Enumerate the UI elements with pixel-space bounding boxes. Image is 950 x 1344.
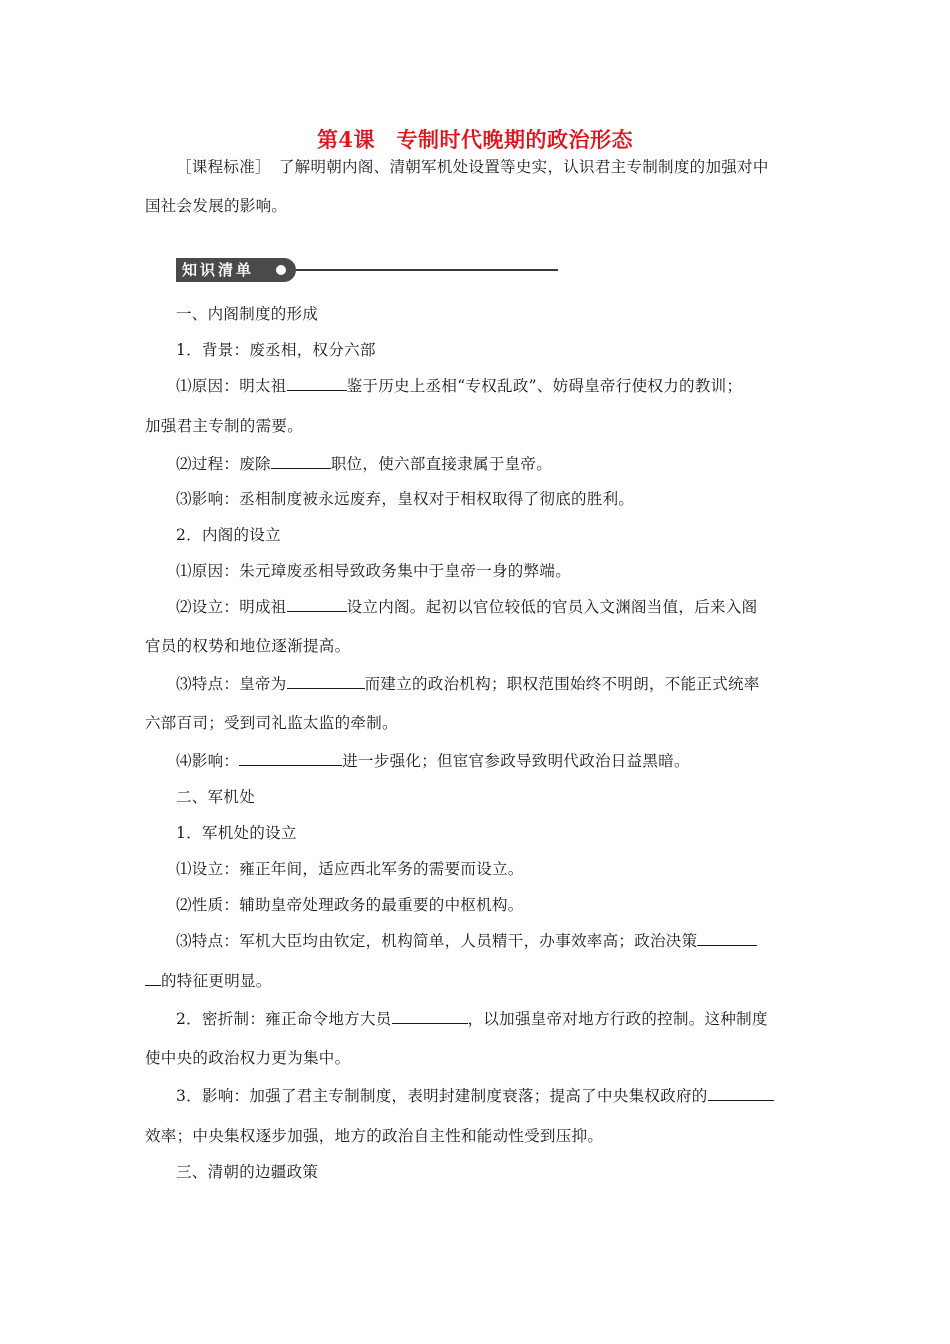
fill-blank[interactable] <box>392 1009 468 1024</box>
lesson-title: 第4课 专制时代晚期的政治形态 <box>316 127 634 152</box>
paragraph: 2．密折制：雍正命令地方大员 ，以加强皇帝对地方行政的控制。这种制度 <box>176 1010 768 1028</box>
paragraph: ⑵设立：明成祖 设立内阁。起初以官位较低的官员入文渊阁当值，后来入阁 <box>176 598 758 616</box>
paragraph: ⑷影响： 进一步强化；但宦官参政导致明代政治日益黑暗。 <box>176 752 690 770</box>
paragraph: 1．军机处的设立 <box>176 824 297 842</box>
bullet-dot-icon <box>276 265 286 275</box>
banner-divider <box>296 269 558 271</box>
paragraph: 1．背景：废丞相，权分六部 <box>176 341 376 359</box>
fill-blank[interactable] <box>287 674 365 689</box>
paragraph: ⑴设立：雍正年间，适应西北军务的需要而设立。 <box>176 860 524 878</box>
paragraph: 六部百司；受到司礼监太监的牵制。 <box>145 714 398 732</box>
knowledge-list-banner <box>176 258 296 282</box>
paragraph: 使中央的政治权力更为集中。 <box>145 1049 351 1067</box>
paragraph: 官员的权势和地位逐渐提高。 <box>145 637 351 655</box>
paragraph: 效率；中央集权逐步加强，地方的政治自主性和能动性受到压抑。 <box>145 1127 604 1145</box>
fill-blank[interactable] <box>287 376 347 391</box>
banner-label: 知识清单 <box>182 261 255 279</box>
fill-blank[interactable] <box>697 931 757 946</box>
paragraph: 3．影响：加强了君主专制制度，表明封建制度衰落；提高了中央集权政府的 <box>176 1086 774 1106</box>
fill-blank[interactable] <box>239 751 342 766</box>
paragraph: 的特征更明显。 <box>145 971 272 991</box>
section-heading: 三、清朝的边疆政策 <box>176 1163 319 1181</box>
section-heading: 一、内阁制度的形成 <box>176 305 319 323</box>
paragraph: ⑵性质：辅助皇帝处理政务的最重要的中枢机构。 <box>176 896 524 914</box>
paragraph: ⑴原因：明太祖 鉴于历史上丞相“专权乱政”、妨碍皇帝行使权力的教训； <box>176 377 743 395</box>
paragraph: ⑴原因：朱元璋废丞相导致政务集中于皇帝一身的弊端。 <box>176 562 572 580</box>
fill-blank[interactable] <box>708 1086 774 1101</box>
fill-blank[interactable] <box>145 971 161 986</box>
section-heading: 二、军机处 <box>176 788 256 806</box>
paragraph: ⑶特点：皇帝为 而建立的政治机构；职权范围始终不明朗，不能正式统率 <box>176 675 760 693</box>
course-standard-line2: 国社会发展的影响。 <box>145 197 288 215</box>
paragraph: 加强君主专制的需要。 <box>145 417 304 435</box>
fill-blank[interactable] <box>287 597 347 612</box>
paragraph: 2．内阁的设立 <box>176 526 281 544</box>
paragraph: ⑵过程：废除 职位，使六部直接隶属于皇帝。 <box>176 455 553 473</box>
fill-blank[interactable] <box>271 454 331 469</box>
paragraph: ⑶特点：军机大臣均由钦定，机构简单，人员精干，办事效率高；政治决策 <box>176 931 757 951</box>
course-standard-line1: ［课程标准］ 了解明朝内阁、清朝军机处设置等史实，认识君主专制制度的加强对中 <box>176 158 769 176</box>
paragraph: ⑶影响：丞相制度被永远废弃，皇权对于相权取得了彻底的胜利。 <box>176 490 635 508</box>
